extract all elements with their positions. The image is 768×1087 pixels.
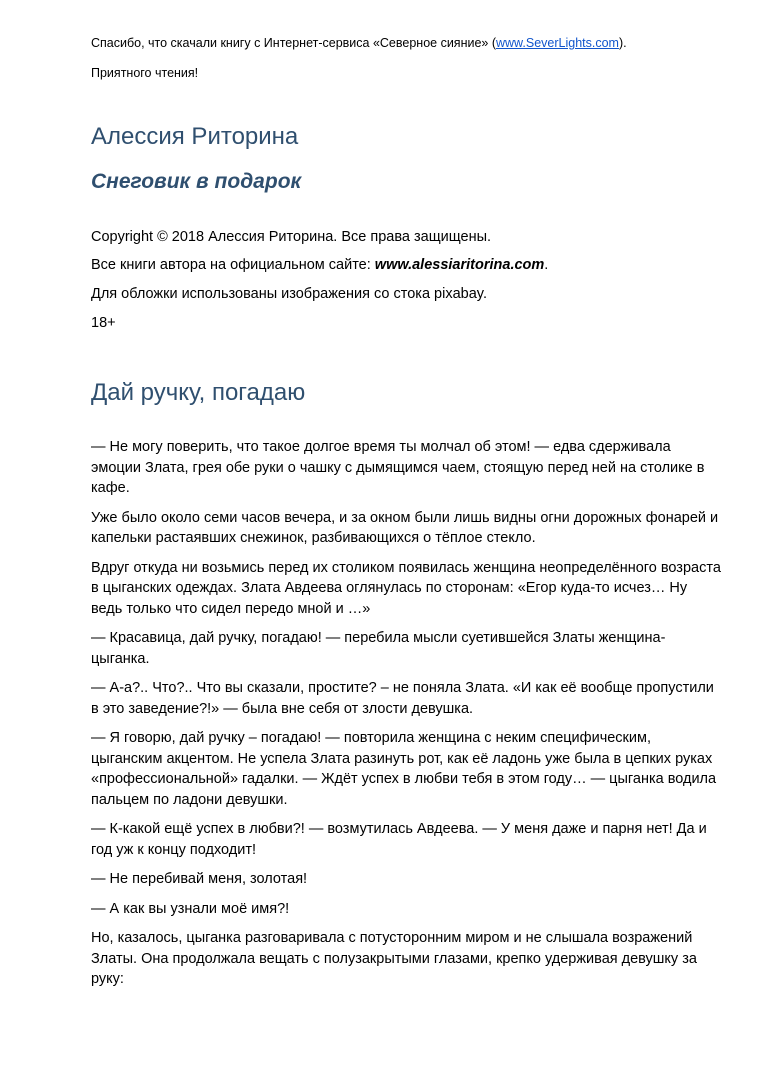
paragraph: — Не перебивай меня, золотая! — [91, 871, 308, 887]
paragraph: Но, казалось, цыганка разговаривала с потусторонним миром и не слышала возражений Златы. Она продолжала вещать с полузакрытыми глазами, крепко удерживая девушку за руку: — [91, 930, 697, 987]
paragraph: — Не могу поверить, что такое долгое время ты молчал об этом! — едва сдерживала эмоции Злата, грея обе руки о чашку с дымящимся чаем, стоящую перед ней на столике в кафе. — [91, 439, 705, 496]
paragraph: — К-какой ещё успех в любви?! — возмутилась Авдеева. — У меня даже и парня нет! Да и год уж к концу подходит! — [91, 821, 707, 858]
book-title: Снеговик в подарок — [91, 170, 302, 193]
reading-wish: Приятного чтения! — [91, 66, 199, 80]
chapter-body — [91, 437, 721, 999]
author-site-line — [91, 256, 548, 275]
paragraph: — А-а?.. Что?.. Что вы сказали, простите? – не поняла Злата. «И как её вообще пропустили в это заведение?!» — была вне себя от злости девушка. — [91, 680, 714, 717]
site-prefix: Все книги автора на официальном сайте: — [91, 257, 375, 273]
download-notice — [91, 35, 731, 51]
copyright-line: Copyright © 2018 Алессия Риторина. Все права защищены. — [91, 229, 492, 245]
paragraph: Уже было около семи часов вечера, и за окном были лишь видны огни дорожных фонарей и капельки растаявших снежинок, разбивающихся о тёплое стекло. — [91, 509, 719, 546]
paragraph: — А как вы узнали моё имя?! — [91, 900, 290, 917]
paragraph: Вдруг откуда ни возьмись перед их столиком появилась женщина неопределённого возраста в цыганских одеждах. Злата Авдеева оглянулась по сторонам: «Егор куда-то исчез… Ну ведь только что сидел передо мной и …» — [91, 559, 721, 617]
notice-prefix: Спасибо, что скачали книгу с Интернет-сервиса «Северное сияние» ( — [91, 36, 496, 50]
notice-suffix: ). — [618, 36, 627, 50]
site-suffix: . — [544, 257, 549, 273]
author-name: Алессия Риторина — [91, 123, 299, 150]
cover-note: Для обложки использованы изображения со стока pixabay. — [91, 286, 487, 302]
paragraph: — Я говорю, дай ручку – погадаю! — повторила женщина с неким специфическим, цыганским акцентом. Не успела Злата разинуть рот, как её ладонь уже была в цепких руках «профессиональной» гадалки. — Ждёт успех в любви тебя в этом году… — цыганка водила пальцем по ладони девушки. — [91, 730, 717, 808]
author-site-url: www.alessiaritorina.com — [374, 257, 545, 273]
chapter-title: Дай ручку, погадаю — [91, 379, 306, 406]
paragraph: — Красавица, дай ручку, погадаю! — перебила мысли суетившейся Златы женщина-цыганка. — [91, 630, 666, 667]
severlights-link[interactable]: www.SeverLights.com — [496, 36, 619, 50]
age-rating: 18+ — [91, 315, 116, 331]
